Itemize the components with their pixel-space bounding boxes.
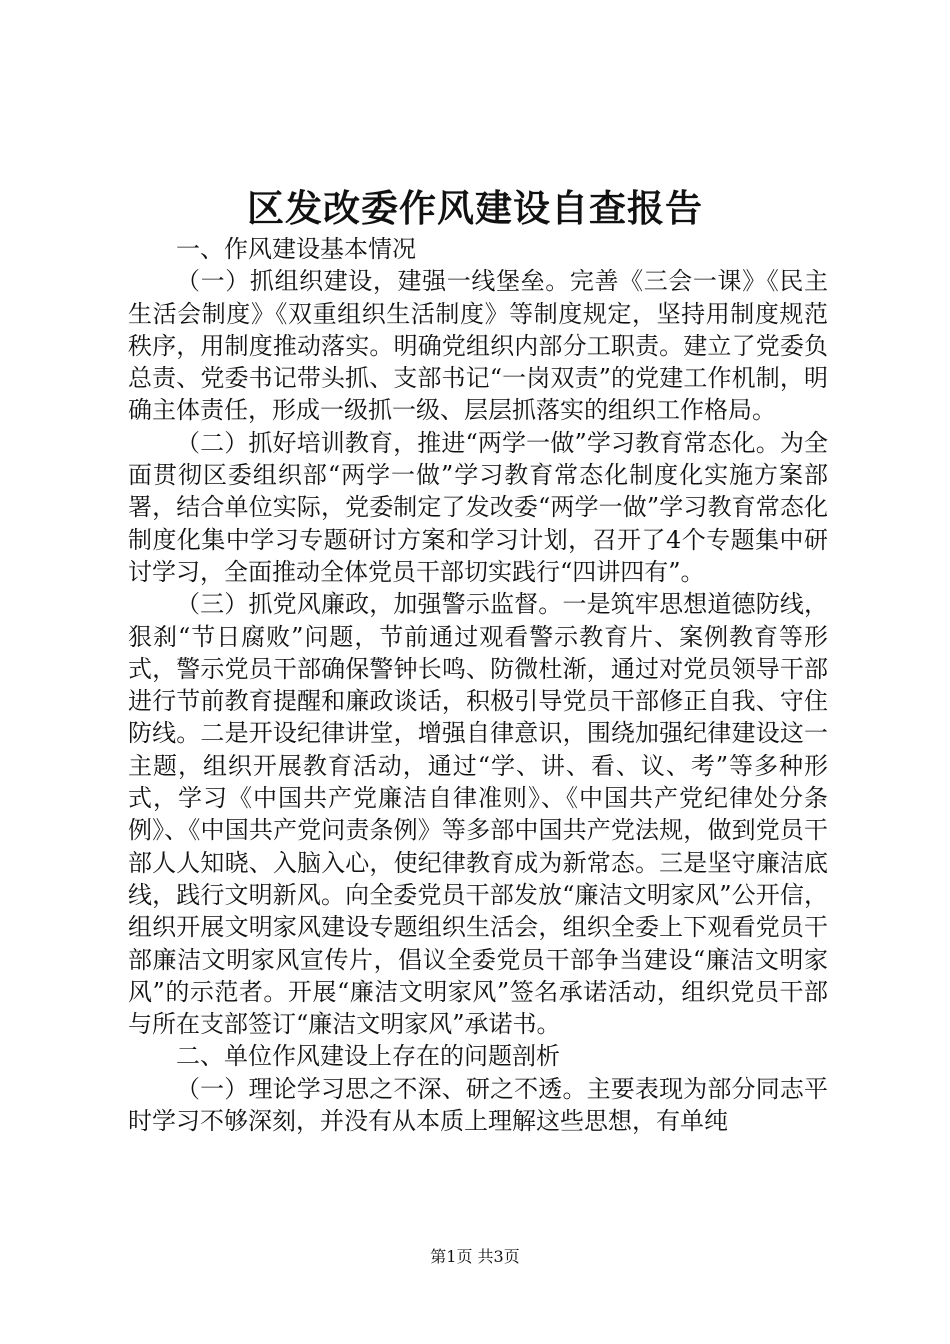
paragraph-1: （一）抓组织建设，建强一线堡垒。完善《三会一课》《民主生活会制度》《双重组织生活制度》等制度规定，坚持用制度规范秩序，用制度推动落实。明确党组织内部分工职责。建立了党委负总责、党委书记带头抓、支部书记“一岗双责”的党建工作机制，明确主体责任，形成一级抓一级、层层抓落实的组织工作格局。	[128, 267, 828, 425]
section-heading-2: 二、单位作风建设上存在的问题剖析	[176, 1042, 560, 1071]
paragraph-4: （一）理论学习思之不深、研之不透。主要表现为部分同志平时学习不够深刻，并没有从本质上理解这些思想，有单纯	[128, 1074, 828, 1136]
document-body	[128, 233, 828, 1137]
document-title: 区发改委作风建设自查报告	[247, 186, 703, 230]
section-heading-1: 一、作风建设基本情况	[176, 235, 416, 263]
paragraph-2: （二）抓好培训教育，推进“两学一做”学习教育常态化。为全面贯彻区委组织部“两学一做”学习教育常态化制度化实施方案部署，结合单位实际，党委制定了发改委“两学一做”学习教育常态化制度化集中学习专题研讨方案和学习计划，召开了4个专题集中研讨学习，全面推动全体党员干部切实践行“四讲四有”。	[128, 428, 828, 586]
page-footer: 第1页 共3页	[430, 1247, 520, 1266]
paragraph-3: （三）抓党风廉政，加强警示监督。一是筑牢思想道德防线，狠刹“节日腐败”问题，节前通过观看警示教育片、案例教育等形式，警示党员干部确保警钟长鸣、防微杜渐，通过对党员领导干部进行节前教育提醒和廉政谈话，积极引导党员干部修正自我、守住防线。二是开设纪律讲堂，增强自律意识，围绕加强纪律建设这一主题，组织开展教育活动，通过“学、讲、看、议、考”等多种形式，学习《中国共产党廉洁自律准则》、《中国共产党纪律处分条例》、《中国共产党问责条例》等多部中国共产党法规，做到党员干部人人知晓、入脑入心，使纪律教育成为新常态。三是坚守廉洁底线，践行文明新风。向全委党员干部发放“廉洁文明家风”公开信，组织开展文明家风建设专题组织生活会，组织全委上下观看党员干部廉洁文明家风宣传片，倡议全委党员干部争当建设“廉洁文明家风”的示范者。开展“廉洁文明家风”签名承诺活动，组织党员干部与所在支部签订“廉洁文明家风”承诺书。	[128, 590, 828, 1039]
